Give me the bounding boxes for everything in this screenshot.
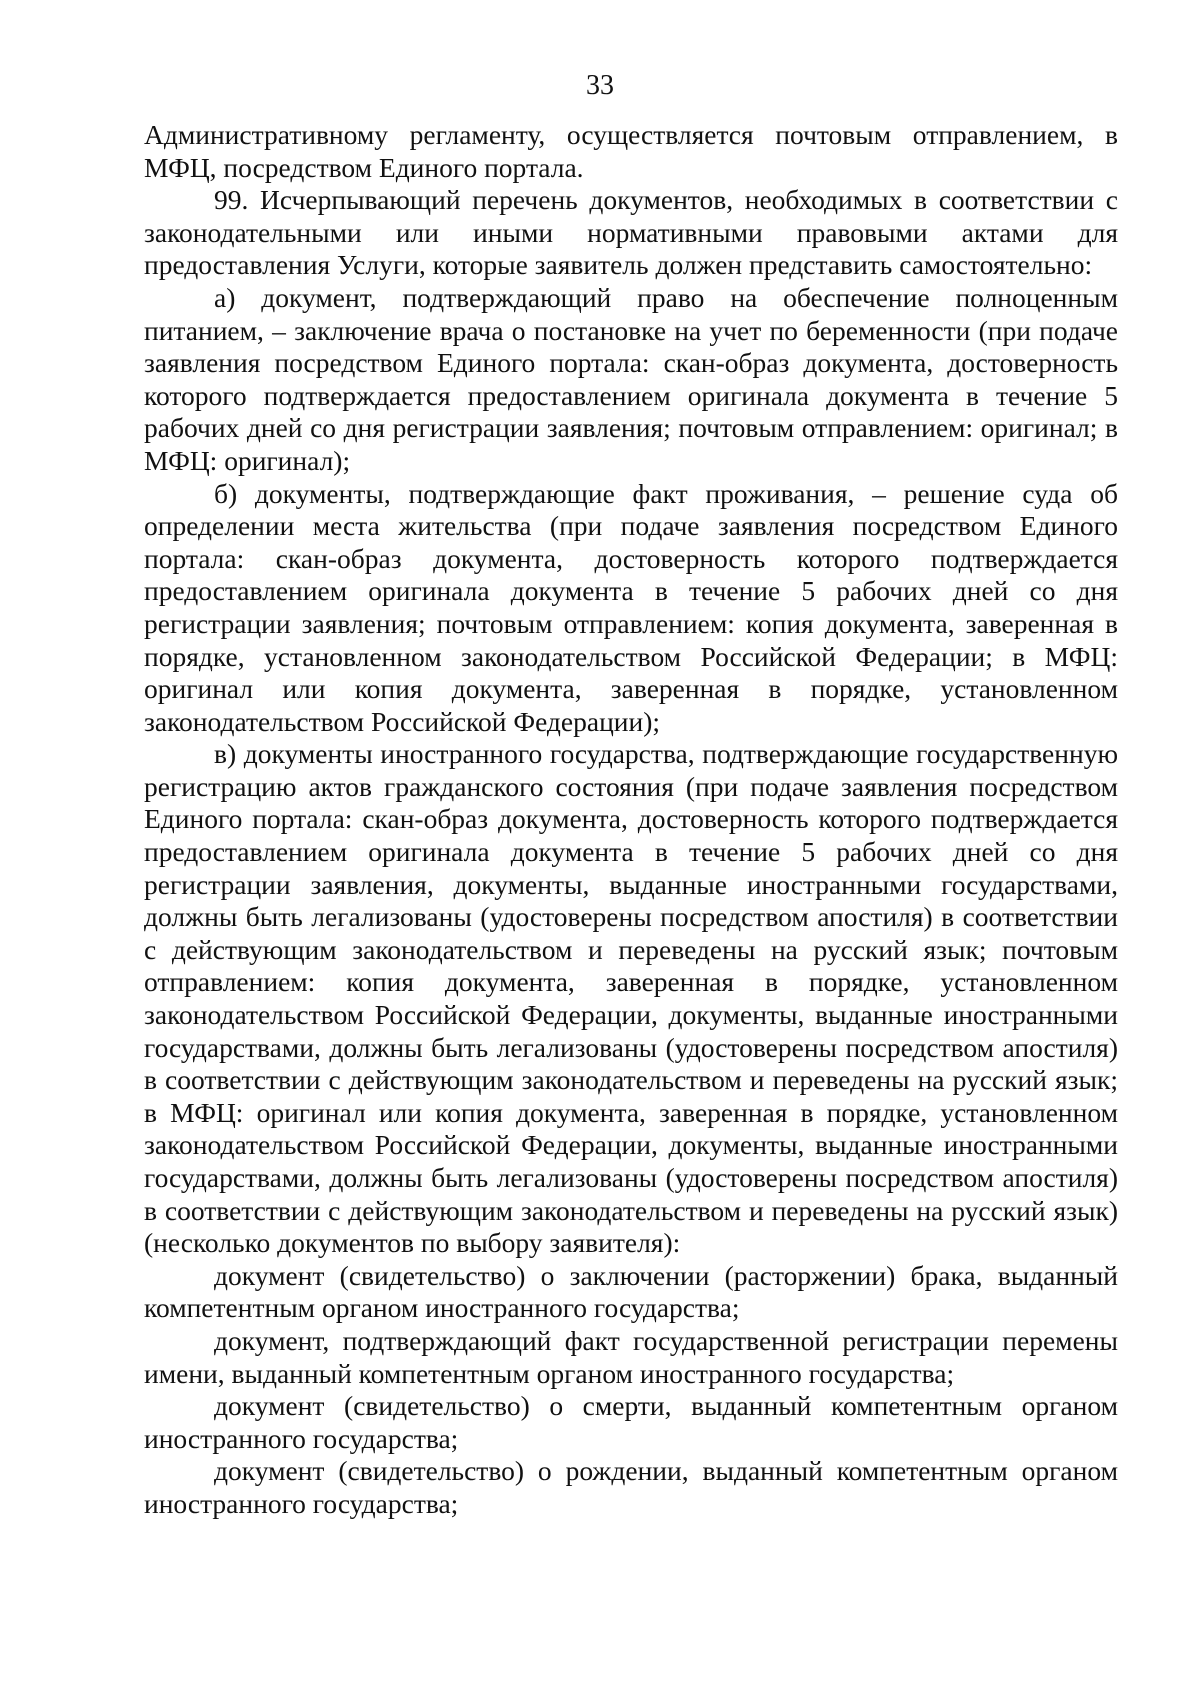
paragraph-name-change-document: документ, подтверждающий факт государственной регистрации перемены имени, выданный компетентным органом иностранного государства;: [144, 1324, 1118, 1389]
paragraph-marriage-document: документ (свидетельство) о заключении (расторжении) брака, выданный компетентным органом иностранного государства;: [144, 1259, 1118, 1324]
paragraph-subitem-a: а) документ, подтверждающий право на обеспечение полноценным питанием, – заключение врача о постановке на учет по беременности (при подаче заявления посредством Единого портала: скан-образ документа, достоверность которого подтверждается предоставлением оригинала документа в течение 5 рабочих дней со дня регистрации заявления; почтовым отправлением: оригинал; в МФЦ: оригинал);: [144, 281, 1118, 476]
document-body: [144, 119, 1118, 1521]
paragraph-death-document: документ (свидетельство) о смерти, выданный компетентным органом иностранного государства;: [144, 1390, 1118, 1454]
paragraph-birth-document: документ (свидетельство) о рождении, выданный компетентным органом иностранного государства;: [144, 1455, 1118, 1519]
paragraph-subitem-b: б) документы, подтверждающие факт проживания, – решение суда об определении места жительства (при подаче заявления посредством Единого портала: скан-образ документа, достоверность которого подтверждается предоставлением оригинала документа в течение 5 рабочих дней со дня регистрации заявления; почтовым отправлением: копия документа, заверенная в порядке, установленном законодательством Российской Федерации; в МФЦ: оригинал или копия документа, заверенная в порядке, установленном законодательством Российской Федерации);: [144, 477, 1118, 737]
paragraph-item-99: 99. Исчерпывающий перечень документов, необходимых в соответствии с законодательными или иными нормативными правовыми актами для предоставления Услуги, которые заявитель должен представить самостоятельно:: [144, 184, 1118, 281]
paragraph-continuation: Административному регламенту, осуществляется почтовым отправлением, в МФЦ, посредством Единого портала.: [144, 119, 1118, 183]
paragraph-subitem-v: в) документы иностранного государства, подтверждающие государственную регистрацию актов гражданского состояния (при подаче заявления посредством Единого портала: скан-образ документа, достоверность которого подтверждается предоставлением оригинала документа в течение 5 рабочих дней со дня регистрации заявления, документы, выданные иностранными государствами, должны быть легализованы (удостоверены посредством апостиля) в соответствии с действующим законодательством и переведены на русский язык; почтовым отправлением: копия документа, заверенная в порядке, установленном законодательством Российской Федерации, документы, выданные иностранными государствами, должны быть легализованы (удостоверены посредством апостиля) в соответствии с действующим законодательством и переведены на русский язык; в МФЦ: оригинал или копия документа, заверенная в порядке, установленном законодательством Российской Федерации, документы, выданные иностранными государствами, должны быть легализованы (удостоверены посредством апостиля) в соответствии с действующим законодательством и переведены на русский язык) (несколько документов по выбору заявителя):: [144, 738, 1118, 1259]
page-number: 33: [586, 70, 614, 101]
